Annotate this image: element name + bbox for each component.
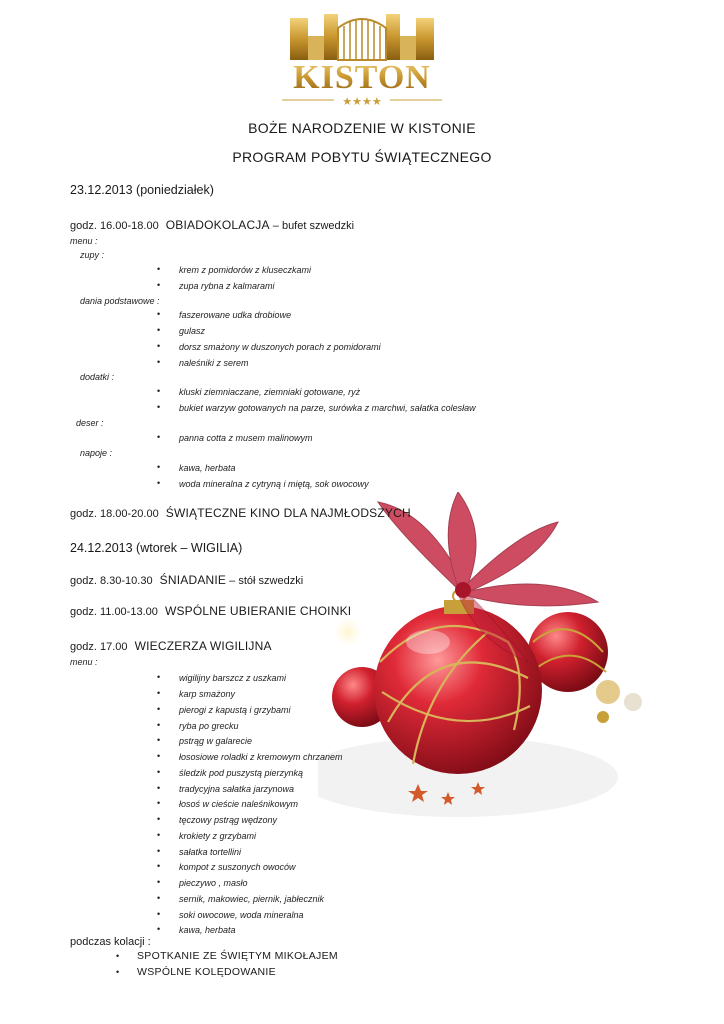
list-item: ryba po grecku (179, 721, 239, 731)
bullet: • (157, 720, 161, 730)
day2-menu-label: menu : (70, 657, 98, 667)
list-item: kawa, herbata (179, 925, 236, 935)
list-item: krokiety z grzybami (179, 831, 257, 841)
bullet: • (157, 357, 161, 367)
bullet: • (157, 280, 161, 290)
list-item: zupa rybna z kalmarami (179, 281, 275, 291)
list-item: pierogi z kapustą i grzybami (179, 705, 291, 715)
list-item: panna cotta z musem malinowym (179, 433, 313, 443)
logo-stars: ★★★★ (342, 95, 382, 108)
bullet: • (157, 264, 161, 274)
christmas-ornaments-illustration (318, 492, 724, 832)
bullet: • (157, 830, 161, 840)
list-item: łososiowe roladki z kremowym chrzanem (179, 752, 343, 762)
list-item: łosoś w cieście naleśnikowym (179, 799, 299, 809)
bullet: • (157, 861, 161, 871)
event-time: godz. 17.00 (70, 641, 128, 653)
event-time: godz. 8.30-10.30 (70, 575, 153, 587)
list-item: dorsz smażony w duszonych porach z pomidorami (179, 342, 381, 352)
bullet: • (157, 432, 161, 442)
bullet: • (157, 688, 161, 698)
title-line-2: PROGRAM POBYTU ŚWIĄTECZNEGO (232, 149, 492, 165)
bullet: • (157, 909, 161, 919)
list-item: krem z pomidorów z kluseczkami (179, 265, 312, 275)
event-suffix: – stół szwedzki (226, 575, 304, 587)
bullet: • (116, 967, 120, 977)
event-title: ŚNIADANIE (159, 573, 227, 587)
bullet: • (157, 798, 161, 808)
day1-event-2 (70, 506, 411, 520)
list-item: tradycyjna sałatka jarzynowa (179, 784, 295, 794)
bullet: • (157, 924, 161, 934)
bullet: • (157, 877, 161, 887)
group-label-dania: dania podstawowe : (80, 296, 160, 306)
bullet: • (157, 751, 161, 761)
bullet: • (157, 386, 161, 396)
bullet: • (157, 814, 161, 824)
list-item: kawa, herbata (179, 463, 236, 473)
event-title: OBIADOKOLACJA (165, 218, 270, 232)
list-item: pstrąg w galarecie (179, 736, 253, 746)
day2-date: 24.12.2013 (wtorek – WIGILIA) (70, 541, 243, 555)
event-title: ŚWIĄTECZNE KINO DLA NAJMŁODSZYCH (165, 506, 411, 520)
list-item: tęczowy pstrąg wędzony (179, 815, 278, 825)
event-title: WIECZERZA WIGILIJNA (134, 639, 272, 653)
list-item: naleśniki z serem (179, 358, 249, 368)
list-item: wigilijny barszcz z uszkami (179, 673, 287, 683)
title-line-1: BOŻE NARODZENIE W KISTONIE (248, 120, 476, 136)
list-item: sałatka tortellini (179, 847, 242, 857)
bullet: • (157, 893, 161, 903)
bullet: • (157, 478, 161, 488)
list-item: karp smażony (179, 689, 236, 699)
kiston-logo (262, 8, 462, 114)
day1-menu-label: menu : (70, 236, 98, 246)
logo-text: KISTON (293, 59, 431, 96)
event-time: godz. 18.00-20.00 (70, 508, 159, 520)
list-item: faszerowane udka drobiowe (179, 310, 292, 320)
day2-event-3 (70, 639, 272, 653)
event-time: godz. 16.00-18.00 (70, 220, 159, 232)
bullet: • (116, 951, 120, 961)
group-label-dodatki: dodatki : (80, 372, 115, 382)
list-item: SPOTKANIE ZE ŚWIĘTYM MIKOŁAJEM (137, 950, 338, 962)
list-item: śledzik pod puszystą pierzynką (179, 768, 304, 778)
list-item: pieczywo , masło (179, 878, 248, 888)
bullet: • (157, 704, 161, 714)
list-item: soki owocowe, woda mineralna (179, 910, 304, 920)
list-item: kluski ziemniaczane, ziemniaki gotowane, ryż (179, 387, 361, 397)
bullet: • (157, 325, 161, 335)
list-item: bukiet warzyw gotowanych na parze, surówka z marchwi, sałatka colesław (179, 403, 476, 413)
list-item: sernik, makowiec, piernik, jabłecznik (179, 894, 325, 904)
day2-event-2 (70, 604, 351, 618)
list-item: WSPÓLNE KOLĘDOWANIE (137, 966, 276, 978)
event-time: godz. 11.00-13.00 (70, 606, 158, 618)
event-suffix: – bufet szwedzki (269, 220, 355, 232)
day1-event-1 (70, 218, 354, 232)
list-item: gulasz (179, 326, 206, 336)
list-item: woda mineralna z cytryną i miętą, sok owocowy (179, 479, 369, 489)
event-title: WSPÓLNE UBIERANIE CHOINKI (164, 604, 352, 618)
bullet: • (157, 672, 161, 682)
bullet: • (157, 846, 161, 856)
group-label-deser: deser : (76, 418, 104, 428)
list-item: kompot z suszonych owoców (179, 862, 296, 872)
bullet: • (157, 735, 161, 745)
during-dinner-label: podczas kolacji : (70, 936, 151, 948)
day2-event-1 (70, 573, 303, 587)
day1-date: 23.12.2013 (poniedziałek) (70, 183, 214, 197)
bullet: • (157, 309, 161, 319)
group-label-zupy: zupy : (80, 250, 105, 260)
bullet: • (157, 402, 161, 412)
bullet: • (157, 462, 161, 472)
bullet: • (157, 767, 161, 777)
bullet: • (157, 341, 161, 351)
group-label-napoje: napoje : (80, 448, 113, 458)
bullet: • (157, 783, 161, 793)
